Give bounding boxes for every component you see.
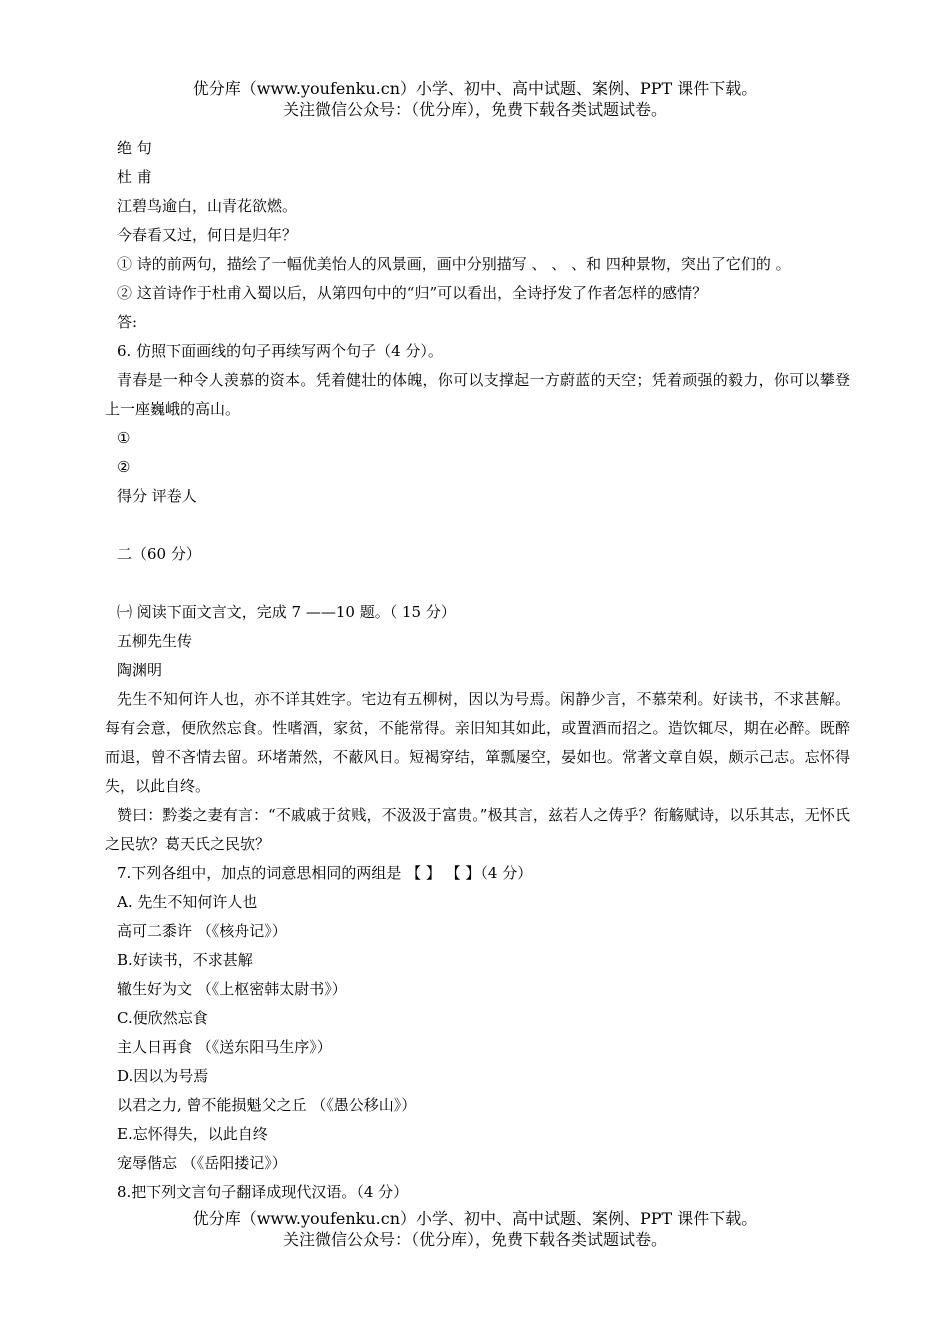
question-7-option: 辙生好为文 （《上枢密韩太尉书》）	[117, 980, 347, 998]
question-8-prompt: 8.把下列文言句子翻译成现代汉语。（4 分）	[117, 1183, 409, 1201]
section-2-instruction: ㈠ 阅读下面文言文，完成 7 ——10 题。（ 15 分）	[117, 603, 456, 621]
question-7-option: 高可二黍许 （《核舟记》）	[117, 922, 287, 940]
question-7-option: 宠辱偕忘 （《岳阳搂记》）	[117, 1154, 287, 1172]
question-7-option: C.便欣然忘食	[117, 1009, 208, 1027]
page-footer	[0, 1208, 950, 1250]
question-7-option: D.因以为号焉	[117, 1067, 209, 1085]
classical-text-title: 五柳先生传	[117, 632, 193, 650]
question-7-prompt: 7.下列各组中，加点的词意思相同的两组是 【 】 【 】（4 分）	[117, 864, 533, 882]
document-body	[105, 134, 850, 1207]
footer-line-2: 关注微信公众号：（优分库），免费下载各类试题试卷。	[282, 1230, 667, 1249]
section-2-heading: 二（60 分）	[117, 545, 201, 563]
page-header	[0, 78, 950, 120]
poem-author: 杜 甫	[117, 168, 152, 186]
footer-line-1: 优分库（www.youfenku.cn）小学、初中、高中试题、案例、PPT 课件下载。	[192, 1209, 758, 1228]
question-7-option: 以君之力, 曾不能损魁父之丘 （《愚公移山》）	[117, 1096, 417, 1114]
question-7-option: E.忘怀得失，以此自终	[117, 1125, 268, 1143]
classical-text-paragraph-2: 赞曰：黔娄之妻有言：“不戚戚于贫贱，不汲汲于富贵。”极其言，兹若人之俦乎？衔觞赋诗，以乐其志，无怀氏之民欤？葛天氏之民欤？	[105, 806, 850, 853]
classical-text-author: 陶渊明	[117, 661, 163, 679]
header-line-2: 关注微信公众号：（优分库），免费下载各类试题试卷。	[282, 100, 667, 119]
question-7-option: B.好读书，不求甚解	[117, 951, 253, 969]
question-7-option: A. 先生不知何许人也	[117, 893, 258, 911]
poem-line-2: 今春看又过，何日是归年？	[117, 226, 298, 244]
question-7-option: 主人日再食 （《送东阳马生序》）	[117, 1038, 332, 1056]
question-6-blank-2: ②	[117, 458, 131, 476]
score-box-label: 得分 评卷人	[117, 487, 197, 505]
poem-question-1: ① 诗的前两句，描绘了一幅优美怡人的风景画，画中分别描写 、 、 、和 四种景物，突出了它们的 。	[117, 255, 791, 273]
poem-answer-label: 答:	[117, 313, 138, 331]
question-6-prompt: 6. 仿照下面画线的句子再续写两个句子（4 分）。	[117, 342, 443, 360]
poem-question-2: ② 这首诗作于杜甫入蜀以后，从第四句中的“归”可以看出，全诗抒发了作者怎样的感情？	[117, 284, 708, 302]
classical-text-paragraph-1: 先生不知何许人也，亦不详其姓字。宅边有五柳树，因以为号焉。闲静少言，不慕荣利。好读书，不求甚解。每有会意，便欣然忘食。性嗜酒，家贫，不能常得。亲旧知其如此，或置酒而招之。造饮辄尽，期在必醉。既醉而退，曾不吝情去留。环堵萧然，不蔽风日。短褐穿结，箪瓢屡空，晏如也。常著文章自娱，颇示己志。忘怀得失，以此自终。	[105, 690, 850, 795]
poem-title: 绝 句	[117, 139, 152, 157]
poem-line-1: 江碧鸟逾白，山青花欲燃。	[117, 197, 298, 215]
header-line-1: 优分库（www.youfenku.cn）小学、初中、高中试题、案例、PPT 课件下载。	[192, 79, 758, 98]
question-6-text: 青春是一种令人羡慕的资本。凭着健壮的体魄，你可以支撑起一方蔚蓝的天空；凭着顽强的毅力，你可以攀登上一座巍峨的高山。	[105, 371, 850, 418]
question-6-blank-1: ①	[117, 429, 131, 447]
